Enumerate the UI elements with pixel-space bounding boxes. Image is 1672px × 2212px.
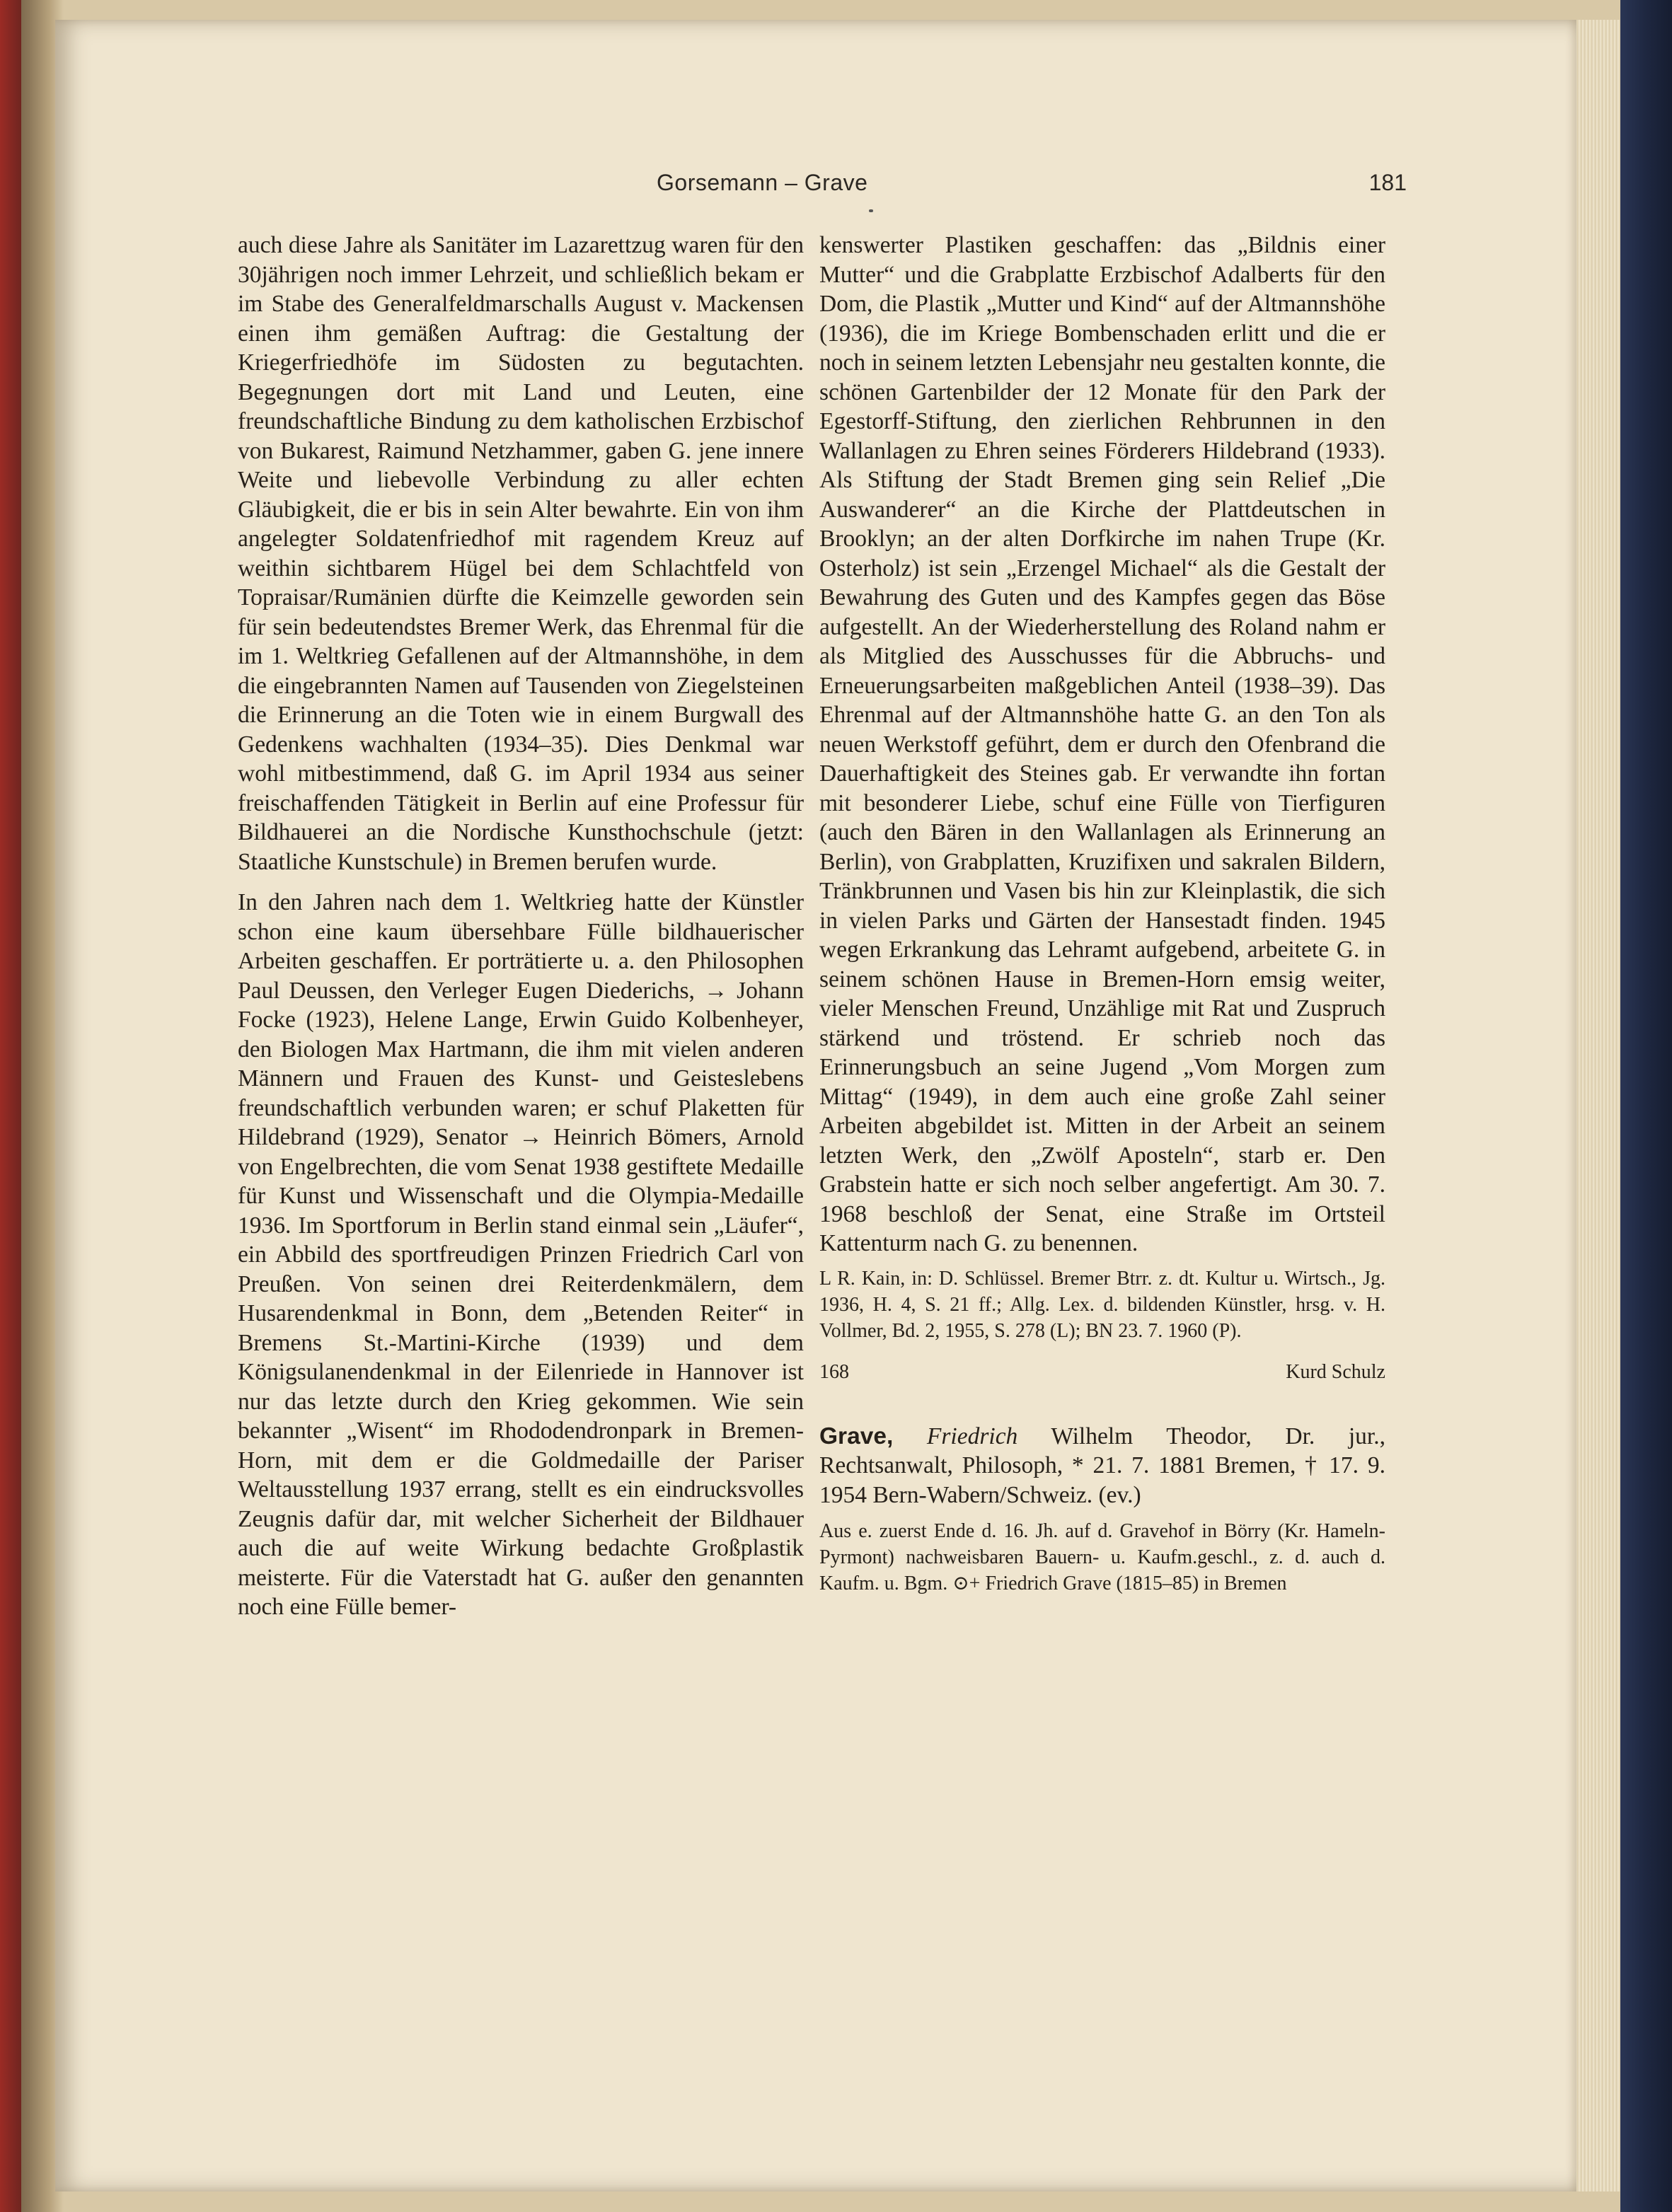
- page-number: 181: [1368, 170, 1407, 195]
- new-entry-heading: [819, 1422, 1385, 1510]
- signature-row: [819, 1360, 1385, 1385]
- entry-details: Wilhelm Theodor, Dr. jur., Rechtsanwalt, Philosoph, * 21. 7. 1881 Bremen, † 17. 9. 1954 Bern-Wabern/Schweiz. (ev.): [819, 1423, 1385, 1508]
- right-column: [819, 231, 1385, 1597]
- entry-number: 168: [819, 1360, 849, 1383]
- page-header: [55, 170, 1576, 205]
- ancestry-note: Aus e. zuerst Ende d. 16. Jh. auf d. Gravehof in Börry (Kr. Hameln-Pyrmont) nachweisbaren Bauern- u. Kaufm.geschl., z. d. auch d. Kaufm. u. Bgm. ⊙+ Friedrich Grave (1815–85) in Bremen: [819, 1520, 1385, 1594]
- ink-mark: [869, 209, 873, 212]
- paragraph: auch diese Jahre als Sanitäter im Lazarettzug waren für den 30jährigen noch immer Lehrzeit, und schließlich bekam er im Stabe des Generalfeldmarschalls August v. Mackensen einen ihm gemäßen Auftrag: die Gestaltung der Kriegerfriedhöfe im Südosten zu begutachten. Begegnungen dort mit Land und Leuten, eine freundschaftliche Bindung zu dem katholischen Erzbischof von Bukarest, Raimund Netzhammer, gaben G. jene innere Weite und liebevolle Verbindung zu aller echten Gläubigkeit, die er bis in sein Alter bewahrte. Ein von ihm angelegter Soldatenfriedhof mit ragendem Kreuz auf weithin sichtbarem Hügel bei dem Schlachtfeld von Topraisar/Rumänien dürfte die Keimzelle geworden sein für sein bedeutendstes Bremer Werk, das Ehrenmal für die im 1. Weltkrieg Gefallenen auf der Altmannshöhe, in dem die eingebrannten Namen auf Tausenden von Ziegelsteinen die Erinnerung an die Toten wie in einem Burgwall des Gedenkens wachhalten (1934–35). Dies Denkmal war wohl mitbestimmend, daß G. im April 1934 aus seiner freischaffenden Tätigkeit in Berlin auf eine Professur für Bildhauerei an die Nordische Kunsthochschule (jetzt: Staatliche Kunstschule) in Bremen berufen wurde.: [238, 232, 804, 875]
- left-column: [238, 231, 804, 1622]
- entry-given-name: Friedrich: [926, 1423, 1018, 1449]
- book-page: [55, 20, 1576, 2191]
- entry-surname: Grave,: [819, 1423, 894, 1449]
- paragraph: kenswerter Plastiken geschaffen: das „Bildnis einer Mutter“ und die Grabplatte Erzbischof Adalberts für den Dom, die Plastik „Mutter und Kind“ auf der Altmannshöhe (1936), die im Kriege Bombenschaden erlitt und die er noch in seinem letzten Lebensjahr neu gestalten konnte, die schönen Gartenbilder der 12 Monate für den Park der Egestorff-Stiftung, den zierlichen Rehbrunnen in den Wallanlagen zu Ehren seines Förderers Hildebrand (1933). Als Stiftung der Stadt Bremen ging sein Relief „Die Auswanderer“ an die Kirche der Plattdeutschen in Brooklyn; an der alten Dorfkirche im nahen Trupe (Kr. Osterholz) ist sein „Erzengel Michael“ als die Gestalt der Bewahrung des Guten und des Kampfes gegen das Böse aufgestellt. An der Wiederherstellung des Roland nahm er als Mitglied des Ausschusses für die Abbruchs- und Erneuerungsarbeiten maßgeblichen Anteil (1938–39). Das Ehrenmal auf der Altmannshöhe hatte G. an den Ton als neuen Werkstoff geführt, dem er durch den Ofenbrand die Dauerhaftigkeit des Steines gab. Er verwandte ihn fortan mit besonderer Liebe, schuf eine Fülle von Tierfiguren (auch den Bären in den Wallanlagen als Erinnerung an Berlin), von Grabplatten, Kruzifixen und sakralen Bildern, Tränkbrunnen und Vasen bis hin zur Kleinplastik, die sich in vielen Parks und Gärten der Hansestadt finden. 1945 wegen Erkrankung das Lehramt aufgebend, arbeitete G. in seinem schönen Hause in Bremen-Horn emsig weiter, vieler Menschen Freund, Unzählige mit Rat und Zuspruch stärkend und tröstend. Er schrieb noch das Erinnerungsbuch an seine Jugend „Vom Morgen zum Mittag“ (1949), in dem auch eine große Zahl seiner Arbeiten abgebildet ist. Mitten in der Arbeit an seinem letzten Werk, den „Zwölf Aposteln“, starb er. Den Grabstein hatte er sich noch selber angefertigt. Am 30. 7. 1968 beschloß der Senat, eine Straße im Ortsteil Kattenturm nach G. zu benennen.: [819, 232, 1385, 1256]
- running-head: Gorsemann – Grave: [657, 170, 868, 195]
- literature-note: L R. Kain, in: D. Schlüssel. Bremer Btrr. z. dt. Kultur u. Wirtsch., Jg. 1936, H. 4, S. 21 ff.; Allg. Lex. d. bildenden Künstler, hrsg. v. H. Vollmer, Bd. 2, 1955, S. 278 (L); BN 23. 7. 1960 (P).: [819, 1267, 1385, 1342]
- paragraph: In den Jahren nach dem 1. Weltkrieg hatte der Künstler schon eine kaum übersehbare Fülle bildhauerischer Arbeiten geschaffen. Er porträtierte u. a. den Philosophen Paul Deussen, den Verleger Eugen Diederichs, → Johann Focke (1923), Helene Lange, Erwin Guido Kolbenheyer, den Biologen Max Hartmann, die ihm mit vielen anderen Männern und Frauen des Kunst- und Geisteslebens freundschaftlich verbunden waren; er schuf Plaketten für Hildebrand (1929), Senator → Heinrich Bömers, Arnold von Engelbrechten, die vom Senat 1938 gestiftete Medaille für Kunst und Wissenschaft und die Olympia-Medaille 1936. Im Sportforum in Berlin stand einmal sein „Läufer“, ein Abbild des sportfreudigen Prinzen Friedrich Carl von Preußen. Von seinen drei Reiterdenkmälern, dem Husarendenkmal in Bonn, dem „Betenden Reiter“ in Bremens St.-Martini-Kirche (1939) und dem Königsulanendenkmal in der Eilenriede in Hannover ist nur das letzte durch den Krieg gekommen. Wie sein bekannter „Wisent“ im Rhododendronpark in Bremen-Horn, mit dem er die Goldmedaille der Pariser Weltausstellung 1937 errang, stellt es ein eindrucksvolles Zeugnis dafür dar, mit welcher Sicherheit der Bildhauer auch die auf weite Wirkung bedachte Großplastik meisterte. Für die Vaterstadt hat G. außer den genannten noch eine Fülle bemer-: [238, 889, 804, 1620]
- book-cover-edge: [1620, 0, 1672, 2212]
- previous-page-edge: [0, 0, 21, 2212]
- author-name: Kurd Schulz: [1286, 1360, 1385, 1383]
- page-stack-edges: [1572, 20, 1620, 2191]
